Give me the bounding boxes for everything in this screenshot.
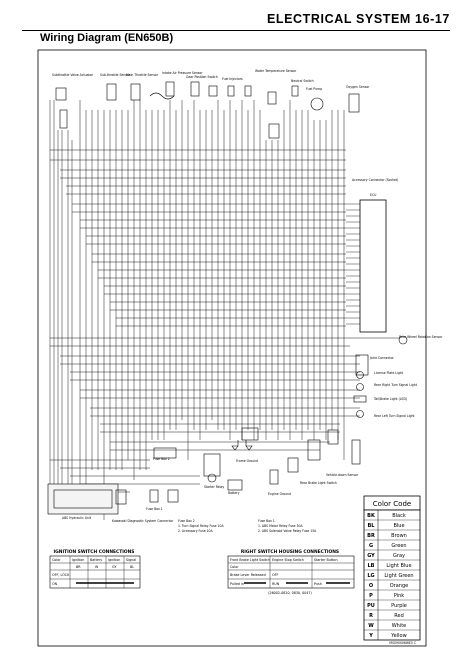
label-accessory-connector: Accessory Connector (Socket) — [352, 178, 399, 182]
color-code-name: Light Blue — [386, 563, 412, 569]
color-code-name: Pink — [393, 593, 405, 599]
right-switch-table — [228, 549, 354, 595]
color-code-name: Yellow — [391, 633, 407, 639]
horizontal-wires — [50, 150, 400, 492]
color-code-abbrev: BK — [367, 513, 375, 519]
color-code-name: Green — [391, 543, 407, 549]
label-neutral-switch: Neutral Switch — [291, 79, 314, 83]
label-intake-air-pressure: Intake Air Pressure Sensor — [162, 71, 203, 75]
ign-header-signal: Signal — [126, 558, 137, 562]
fuse-box-1-line1: 1. ABS Motor Relay Fuse 30A — [258, 524, 303, 528]
label-abs-hydraulic-unit: ABS Hydraulic Unit — [62, 516, 92, 520]
ignition-table-title: IGNITION SWITCH CONNECTIONS — [53, 550, 135, 555]
diagram-code: MS090006WE5 C — [389, 641, 416, 645]
fuse-box-2-line1: 1. Turn Signal Relay Fuse 10A — [178, 524, 224, 528]
ecu-block — [346, 200, 386, 332]
fuse-box-2-title: Fuse Box 2 — [178, 519, 195, 523]
rs-label-released: Brake Lever Released — [230, 573, 266, 577]
label-battery: Battery — [228, 491, 240, 495]
color-code-title: Color Code — [372, 500, 412, 508]
label-rear-wheel-rotation: Rear Wheel Rotation Sensor — [399, 335, 443, 339]
label-fuse-box-2: Fuse Box 2 — [153, 457, 170, 461]
color-code-abbrev: BR — [367, 533, 375, 539]
color-code-abbrev: O — [368, 583, 374, 589]
rs-part-note: (26002-0820, 0830, 0047) — [268, 591, 312, 595]
section-title: ELECTRICAL SYSTEM 16-17 — [266, 12, 450, 26]
rs-label-color: Color — [230, 565, 239, 569]
ign-sub-bl: BL — [130, 565, 135, 569]
color-code-name: Red — [394, 613, 404, 619]
label-engine-ground: Engine Ground — [268, 492, 291, 496]
label-fuel-pump: Fuel Pump — [306, 87, 323, 91]
color-code-abbrev: LB — [367, 563, 375, 569]
label-gear-position-switch: Gear Position Switch — [186, 75, 218, 79]
color-code-abbrev: W — [368, 623, 374, 629]
label-ecu: ECU — [370, 193, 377, 197]
label-vehicle-down-sensor: Vehicle-down Sensor — [326, 473, 359, 477]
label-rear-left-turn: Rear Left Turn Signal Light — [374, 414, 415, 418]
rs-label-off: OFF — [272, 573, 279, 577]
color-code-legend — [364, 496, 420, 645]
label-kawasaki-diagnostic: Kawasaki Diagnostic System Connector — [112, 519, 174, 523]
ign-sub-w: W — [95, 565, 99, 569]
color-code-name: Black — [392, 513, 406, 519]
ign-row-on: ON — [52, 582, 58, 586]
rs-header-front-brake: Front Brake Light Switch — [230, 558, 271, 562]
color-code-name: Brown — [391, 533, 407, 539]
rs-header-starter: Starter Button — [314, 558, 338, 562]
fuse-box-1-line2: 2. ABS Solenoid Valve Relay Fuse 15A — [258, 529, 317, 533]
color-code-name: White — [391, 623, 407, 629]
rs-label-push: Push — [314, 582, 322, 586]
color-code-name: Blue — [393, 523, 405, 529]
label-subthrottle-actuator: Subthrottle Valve Actuator — [52, 73, 93, 77]
label-tail-brake-light: Tail/Brake Light (LED) — [374, 397, 408, 401]
ign-header-ignition: Ignition — [72, 558, 85, 562]
label-fuse-box-1: Fuse Box 1 — [146, 507, 163, 511]
label-oxygen-sensor: Oxygen Sensor — [346, 85, 370, 89]
color-code-abbrev: R — [369, 613, 373, 619]
ign-header-battery: Battery — [90, 558, 103, 562]
color-code-abbrev: G — [368, 543, 374, 549]
color-code-name: Gray — [393, 553, 405, 559]
ign-row-off-lock: OFF, LOCK — [52, 573, 70, 577]
color-code-name: Light Green — [384, 573, 414, 579]
label-starter-relay: Starter Relay — [204, 485, 225, 489]
rs-label-run: RUN — [272, 582, 280, 586]
ign-sub-gy: GY — [112, 565, 117, 569]
rs-header-engine-stop: Engine Stop Switch — [272, 558, 304, 562]
label-fuel-injectors: Fuel Injectors — [222, 77, 243, 81]
color-code-abbrev: P — [369, 593, 373, 599]
fuse-box-1-title: Fuse Box 1 — [258, 519, 275, 523]
ign-header-color: Color — [52, 558, 61, 562]
fuse-box-2-line2: 2. Accessory Fuse 10A — [178, 529, 213, 533]
label-subthrottle-sensor: Sub-throttle Sensor — [100, 73, 131, 77]
color-code-abbrev: PU — [367, 603, 375, 609]
label-main-throttle-sensor: Main Throttle Sensor — [126, 73, 159, 77]
color-code-abbrev: Y — [369, 633, 373, 639]
right-switch-table-title: RIGHT SWITCH HOUSING CONNECTIONS — [240, 550, 340, 555]
ign-sub-br: BR — [76, 565, 81, 569]
color-code-name: Purple — [391, 603, 407, 609]
label-frame-ground: Frame Ground — [236, 459, 259, 463]
label-rear-brake-light-switch: Rear Brake Light Switch — [300, 481, 337, 485]
rs-label-pulled: Pulled in — [230, 582, 245, 586]
label-rear-right-turn: Rear Right Turn Signal Light — [374, 383, 417, 387]
page-title: Wiring Diagram (EN650B) — [40, 32, 174, 44]
label-license-plate-light: License Plate Light — [374, 371, 404, 375]
color-code-abbrev: GY — [367, 553, 375, 559]
color-code-abbrev: BL — [367, 523, 375, 529]
label-water-temp: Water Temperature Sensor — [255, 69, 297, 73]
ign-header-ignition-2: Ignition — [108, 558, 121, 562]
fuse-notes — [178, 519, 317, 533]
color-code-name: Orange — [389, 583, 409, 589]
label-joint-connector: Joint Connector — [370, 356, 394, 360]
ignition-switch-table — [50, 549, 140, 588]
color-code-abbrev: LG — [367, 573, 375, 579]
